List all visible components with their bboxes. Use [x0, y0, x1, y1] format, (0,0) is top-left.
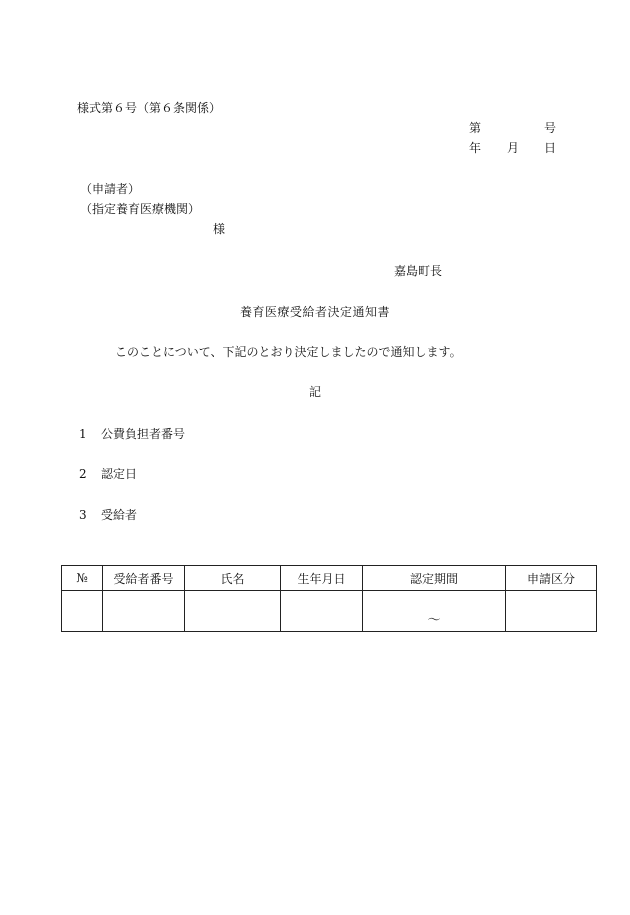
item-recipient: [79, 509, 137, 521]
table-header-row: [62, 566, 597, 591]
addressee-applicant: （申請者）: [80, 182, 141, 196]
date-year-label: 年: [469, 141, 482, 155]
item-label: 認定日: [101, 467, 138, 481]
document-number-prefix: 第: [469, 121, 482, 135]
form-number: 様式第６号（第６条関係）: [77, 101, 222, 115]
column-header-recipient-number: 受給者番号: [103, 566, 185, 591]
item-label: 公費負担者番号: [101, 427, 186, 441]
item-number: 3: [79, 508, 87, 522]
column-header-name: 氏名: [185, 566, 281, 591]
item-label: 受給者: [101, 508, 138, 522]
document-title: 養育医療受給者決定通知書: [239, 305, 390, 319]
column-header-certification-period: 認定期間: [363, 566, 506, 591]
column-header-application-type: 申請区分: [506, 566, 597, 591]
ki-heading: 記: [308, 385, 321, 399]
item-certification-date: [79, 468, 137, 480]
table-row: [62, 591, 597, 632]
addressee-honorific: 様: [213, 222, 226, 236]
addressee-institution: （指定養育医療機関）: [80, 202, 201, 216]
item-number: 1: [79, 427, 87, 441]
column-header-no: №: [62, 566, 103, 591]
cell-certification-period: [363, 591, 506, 632]
column-header-birth-date: 生年月日: [281, 566, 363, 591]
cell-recipient-number: [103, 591, 185, 632]
cell-application-type: [506, 591, 597, 632]
cell-no: [62, 591, 103, 632]
cell-birth-date: [281, 591, 363, 632]
item-number: 2: [79, 467, 87, 481]
period-range-tilde: ～: [427, 613, 441, 628]
date-month-label: 月: [507, 141, 520, 155]
recipient-table: [61, 565, 597, 632]
date-day-label: 日: [544, 141, 557, 155]
document-number-suffix: 号: [544, 121, 557, 135]
sender-name: 嘉島町長: [394, 264, 443, 278]
item-public-expense-number: [79, 428, 185, 440]
cell-name: [185, 591, 281, 632]
notice-body: このことについて、下記のとおり決定しましたので通知します。: [115, 345, 462, 359]
